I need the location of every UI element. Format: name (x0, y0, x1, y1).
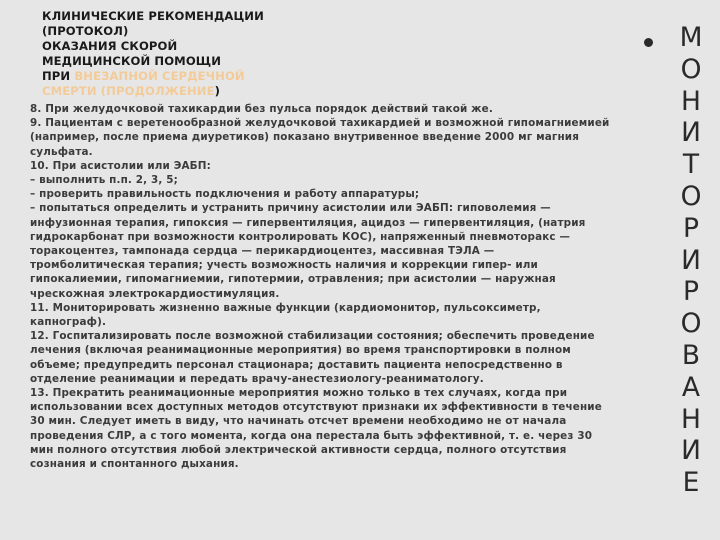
vertical-letter: Т (682, 149, 700, 181)
vertical-letter: И (681, 244, 701, 276)
vertical-letter: В (681, 339, 701, 371)
vertical-letter: И (681, 435, 701, 467)
title-text: ) (214, 84, 221, 98)
protocol-item-9: 9. Пациентам с веретенообразной желудочковой тахикардией и возможной гипомагниемией (например, после приема диуретиков) показано внутривенное введение 2000 мг магния сульфата. (30, 117, 610, 158)
bullet-icon (644, 38, 653, 47)
protocol-item-8: 8. При желудочковой тахикардии без пульса порядок действий такой же. (30, 103, 493, 115)
protocol-item-12: 12. Госпитализировать после возможной стабилизации состояния; обеспечить проведение лечения (включая реанимационные мероприятия) во время транспортировки в полном объеме; предупредить персонал стационара; доставить пациента непосредственно в отделение реанимации и передать врачу-анестезиологу-реаниматологу. (30, 330, 595, 385)
title-line: КЛИНИЧЕСКИЕ РЕКОМЕНДАЦИИ (42, 9, 264, 23)
vertical-letter: Н (681, 85, 701, 117)
title-highlight: СМЕРТИ (ПРОДОЛЖЕНИЕ (42, 84, 215, 98)
vertical-letter: Р (683, 212, 699, 244)
title-line (42, 84, 292, 99)
title-highlight: ВНЕЗАПНОЙ СЕРДЕЧНОЙ (74, 69, 245, 83)
vertical-letter: О (680, 180, 702, 212)
vertical-letter: О (680, 53, 702, 85)
vertical-letter: А (681, 371, 701, 403)
vertical-letter: И (681, 117, 701, 149)
protocol-text (30, 102, 610, 471)
vertical-letter: О (680, 308, 702, 340)
protocol-item-13: 13. Прекратить реанимационные мероприятия можно только в тех случаях, когда при использовании всех доступных методов отсутствуют признаки их эффективности в течение 30 мин. Следует иметь в виду, что начинать отсчет времени необходимо не от начала проведения СЛР, а с того момента, когда она перестала быть эффективной, т. е. через 30 мин полного отсутствия любой электрической активности сердца, полного отсутствия сознания и спонтанного дыхания. (30, 387, 602, 471)
vertical-letter: Р (683, 276, 699, 308)
protocol-item-11: 11. Мониторировать жизненно важные функции (кардиомонитор, пульсоксиметр, капнограф). (30, 301, 541, 329)
side-heading (641, 22, 716, 522)
protocol-subitem: – выполнить п.п. 2, 3, 5; (30, 174, 178, 187)
protocol-subitem: – проверить правильность подключения и работу аппаратуры; (30, 188, 420, 201)
title-line: МЕДИЦИНСКОЙ ПОМОЩИ (42, 54, 222, 68)
title-text: ПРИ (42, 69, 75, 83)
vertical-word (671, 22, 711, 499)
vertical-letter: Е (682, 467, 700, 499)
protocol-subitem: – попытаться определить и устранить причину асистолии или ЭАБП: гиповолемия — инфузионная терапия, гипоксия — гипервентиляция, ацидоз — гипервентиляция, (натрия гидрокарбонат при возможности контролировать КОС), напряженный пневмоторакс — торакоцентез, тампонада сердца — перикардиоцентез, массивная ТЭЛА — тромболитическая терапия; учесть возможность наличия и коррекции гипер- или гипокалиемии, гипомагниемии, гипотермии, отравления; при асистолии — наружная чрескожная электрокардиостимуляция. (30, 202, 586, 300)
vertical-letter: М (679, 22, 703, 53)
title-line: (ПРОТОКОЛ) (42, 24, 129, 38)
title-line (42, 69, 292, 84)
vertical-letter: Н (681, 403, 701, 435)
protocol-item-10: 10. При асистолии или ЭАБП: (30, 159, 211, 172)
slide-title (42, 9, 292, 99)
title-line: ОКАЗАНИЯ СКОРОЙ (42, 39, 178, 53)
